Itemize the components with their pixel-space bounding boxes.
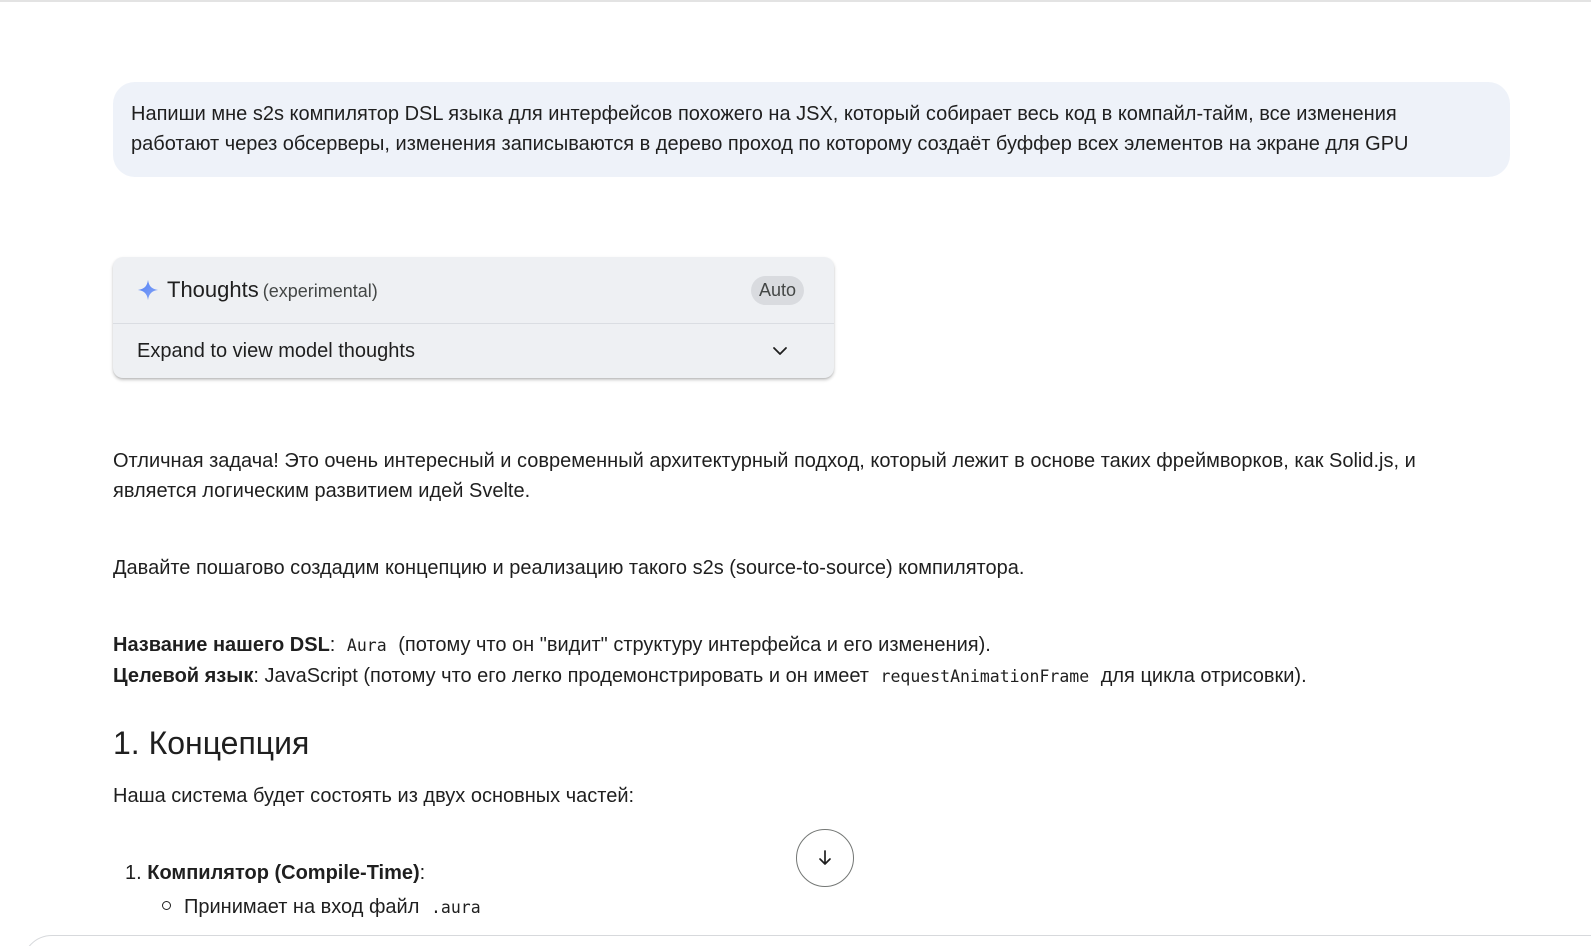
response-paragraph-4: Наша система будет состоять из двух основных частей: — [113, 785, 635, 807]
dsl-name-label: Название нашего DSL — [113, 634, 330, 656]
expand-thoughts-button[interactable] — [113, 324, 834, 378]
sub-list-item — [150, 888, 550, 918]
target-rest-b: для цикла отрисовки). — [1100, 665, 1307, 687]
user-message-line-1: Напиши мне s2s компилятор DSL языка для интерфейсов похожего на JSX, который собирает весь код в компайл-тайм, все изменения — [131, 103, 1397, 125]
dsl-name-rest: (потому что он "видит" структуру интерфейса и его изменения). — [398, 634, 991, 656]
target-rest-a: : JavaScript (потому что его легко продемонстрировать и он имеет — [253, 665, 869, 687]
user-message-line-2: работают через обсерверы, изменения записываются в дерево проход по которому создаёт буффер всех элементов на экране для GPU — [131, 133, 1409, 155]
list-item-number: 1. — [125, 862, 142, 884]
sub-item-code: .aura — [430, 898, 481, 917]
section-heading: 1. Концепция — [113, 725, 310, 761]
target-label: Целевой язык — [113, 665, 254, 687]
sparkle-icon — [137, 279, 159, 301]
dsl-name-line — [113, 630, 1513, 661]
thoughts-title-text: Thoughts — [167, 277, 259, 302]
dsl-name-code: Aura — [346, 636, 387, 655]
top-divider — [0, 0, 1591, 2]
dsl-name-colon: : — [329, 634, 336, 656]
target-code: requestAnimationFrame — [880, 667, 1090, 686]
response-p1-line-1: Отличная задача! Это очень интересный и современный архитектурный подход, который лежит в основе таких фреймворков, как Solid.js, и — [113, 450, 1416, 472]
response-p1-line-2: является логическим развитием идей Svelte. — [113, 480, 531, 502]
bullet-icon — [162, 901, 171, 910]
response-paragraph-1 — [113, 446, 1513, 506]
target-language-line — [113, 661, 1513, 692]
list-item-colon: : — [419, 862, 426, 884]
sub-item-text: Принимает на вход файл — [184, 896, 420, 918]
arrow-down-icon — [816, 849, 834, 867]
user-message-bubble — [113, 82, 1510, 177]
thoughts-title — [167, 276, 378, 305]
chevron-down-icon — [770, 341, 790, 361]
prompt-input-box[interactable] — [22, 935, 1591, 946]
thoughts-panel — [113, 257, 834, 378]
list-item-bold: Компилятор (Compile-Time) — [147, 862, 420, 884]
expand-thoughts-label: Expand to view model thoughts — [137, 340, 415, 362]
response-paragraph-3 — [113, 630, 1513, 692]
auto-badge[interactable]: Auto — [751, 276, 804, 305]
thoughts-subtitle: (experimental) — [262, 281, 378, 301]
response-paragraph-2: Давайте пошагово создадим концепцию и реализацию такого s2s (source-to-source) компилятора. — [113, 557, 1025, 579]
scroll-to-bottom-button[interactable] — [796, 829, 854, 887]
list-item — [125, 858, 425, 888]
thoughts-header — [113, 257, 834, 324]
